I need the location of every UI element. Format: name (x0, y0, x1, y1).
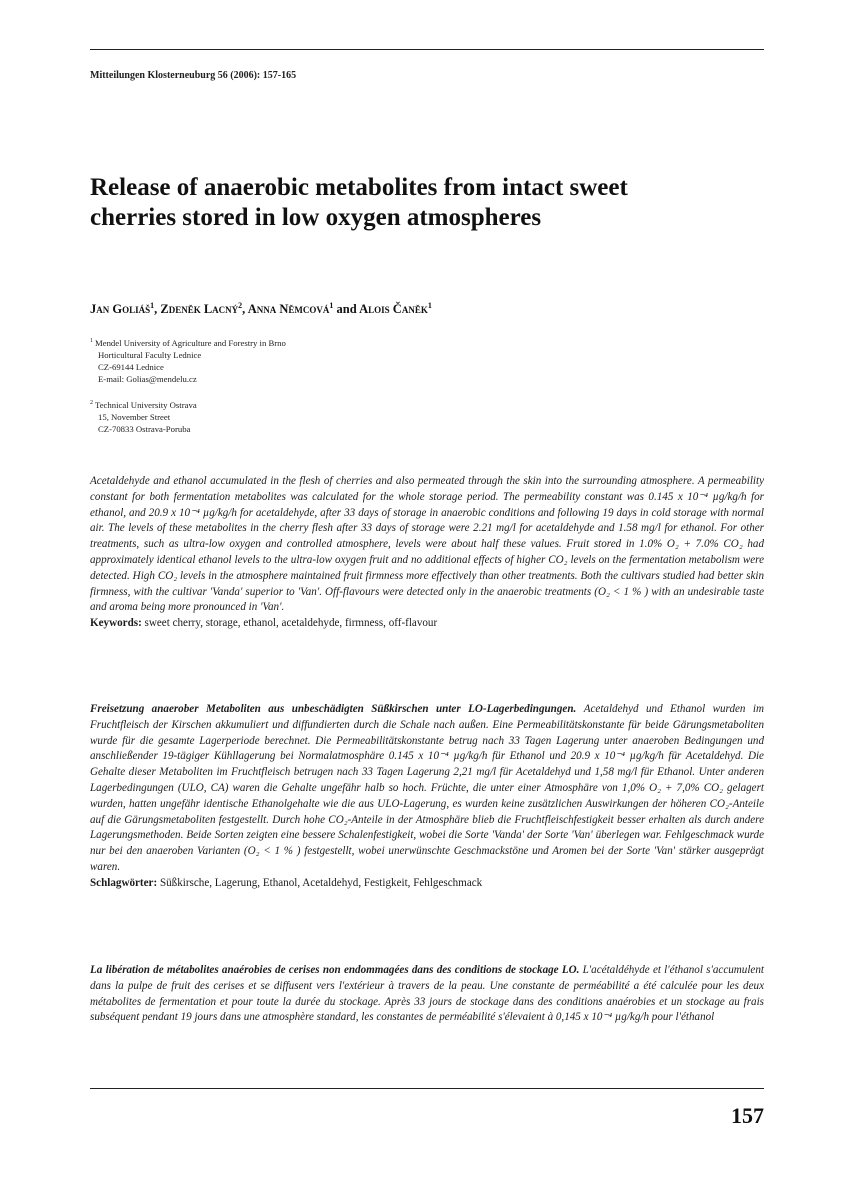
abstract-text: Acetaldehyde and ethanol accumulated in the flesh of cherries and also permeated through the skin into the surrounding atmosphere. A permeability constant for both fermentation metabolites was calculated for the whole storage period. The permeability constant was 0.145 x 10⁻⁴ µg/kg/h for ethanol, and 20.9 x 10⁻⁴ µg/kg/h for acetaldehyde, after 33 days of storage in anaerobic conditions and following 19 days in cold storage with normal air. The levels of these metabolites in the cherry flesh after 33 days of storage were 2.21 mg/l for acetaldehyde and 1.58 mg/l for ethanol. For other treatments, such as ultra-low oxygen and controlled atmosphere, levels were about half these values. Fruit stored in 1.0% O₂ + 7.0% CO₂ had approximately identical ethanol levels to the ultra-low oxygen fruit and no additional effects of higher CO₂ levels on the fermentation metabolism were detected. High CO₂ levels in the atmosphere maintained fruit firmness more effectively than other treatments. Both the cultivars studied had better skin firmness, with the cultivar 'Vanda' superior to 'Van'. Off-flavours were detected only in the anaerobic treatments (O₂ < 1 % ) with an undesirable taste and aroma being more pronounced in 'Van'. (90, 475, 764, 614)
title-line-1: Release of anaerobic metabolites from intact sweet (90, 174, 628, 201)
abstract-lead: Freisetzung anaerober Metaboliten aus unbeschädigten Süßkirschen unter LO-Lagerbedingungen. (90, 703, 577, 715)
paper-title (90, 173, 764, 233)
keywords-list: Süßkirsche, Lagerung, Ethanol, Acetaldehyd, Festigkeit, Fehlgeschmack (159, 876, 483, 889)
abstract-french (90, 963, 764, 1026)
author-name: Zdeněk Lacný (160, 302, 239, 317)
abstract-english (90, 474, 764, 632)
keywords-label: Keywords: (90, 617, 142, 630)
affiliation-marker: 2 (238, 301, 243, 310)
author-name: Anna Němcová (247, 302, 330, 317)
author-conjunction: and (336, 302, 357, 317)
affiliation-line: $^2$ Technical University Ostrava (90, 399, 197, 410)
author-name: Jan Goliáš (90, 302, 151, 317)
affiliation-line: $^1$ Mendel University of Agriculture and Forestry in Brno (90, 337, 286, 348)
abstract-german (90, 702, 764, 892)
abstract-text: L'acétaldéhyde et l'éthanol s'accumulent dans la pulpe de fruit des cerises et se diffusent vers l'extérieur à travers de la peau. Une constante de perméabilité a été calculée pour les deux métabolites de fermentation et pour toute la durée du stockage. Après 33 jours de stockage dans des conditions anaérobies et un stockage au frais subséquent pendant 19 jours dans une atmosphère standard, les constantes de perméabilité s'élevaient à 0,145 x 10⁻⁴ µg/kg/h pour l'éthanol (90, 964, 764, 1024)
abstract-lead: La libération de métabolites anaérobies de cerises non endommagées dans des conditions de stockage LO. (90, 964, 580, 976)
abstract-text: Acetaldehyd und Ethanol wurden im Fruchtfleisch der Kirschen akkumuliert und diffundierten durch die Schale nach außen. Eine Permeabilitätskonstante für beide Gärungsmetaboliten wurde für die gesamte Lagerperiode berechnet. Die Permeabilitätskonstante betrug nach 33 Tagen Lagerung unter anaeroben Bedingungen und anschließender 19-tägiger Kühllagerung bei Normalatmosphäre 0.145 x 10⁻⁴ µg/kg/h für Ethanol und 20.9 x 10⁻⁴ µg/kg/h für Acetaldehyd. Die Gehalte dieser Metaboliten im Fruchtfleisch betrugen nach 33 Tagen Lagerung 2,21 mg/l für Acetaldehyd und 1,58 mg/l für Ethanol. Unter anderen Lagerbedingungen (ULO, CA) waren die Gehalte ungefähr halb so hoch. Früchte, die unter einer Atmosphäre von 1,0% O₂ + 7,0% CO₂ gelagert wurden, hatten ungefähr identische Ethanolgehalte wie die aus ULO-Lagerung, es wurden keine zusätzlichen Auswirkungen der höheren CO₂-Anteile auf die Gärungsmetaboliten festgestellt. Durch hohe CO₂-Anteile in der Atmosphäre blieb die Fruchtfleischfestigkeit besser erhalten als durch andere Lagerungsmethoden. Beide Sorten zeigten eine bessere Schalenfestigkeit, wobei die Sorte 'Vanda' der Sorte 'Van' überlegen war. Fehlgeschmack wurde nur bei den anaeroben Varianten (O₂ < 1 % ) festgestellt, wobei unerwünschte Geschmackstöne und Aromen bei der Sorte 'Van' stärker ausgeprägt waren. (90, 703, 764, 873)
affiliation-email: E-mail: Golias@mendelu.cz (98, 373, 197, 384)
affiliation-marker: 1 (427, 301, 432, 310)
affiliation-line: CZ-69144 Lednice (98, 361, 164, 372)
affiliation-line: Horticultural Faculty Lednice (98, 349, 202, 360)
page-number: 157 (731, 1103, 764, 1128)
keywords (90, 616, 764, 632)
affiliation-number: 2 (90, 400, 93, 406)
affiliation-marker: 1 (150, 301, 155, 310)
keywords (90, 876, 764, 892)
affiliation-marker: 1 (329, 301, 334, 310)
author-list: Jan Goliáš$^1$, Zdeněk Lacný$^2$, Anna Němcová$^1$ and Alois Čaněk$^1$ (90, 301, 432, 317)
affiliation-line: CZ-70833 Ostrava-Poruba (98, 423, 191, 434)
affiliation-1 (90, 336, 286, 386)
affiliation-2 (90, 398, 197, 436)
keywords-list: sweet cherry, storage, ethanol, acetaldehyde, firmness, off-flavour (144, 617, 438, 630)
journal-citation: Mitteilungen Klosterneuburg 56 (2006): 157-165 (90, 70, 297, 81)
title-line-2: cherries stored in low oxygen atmospheres (90, 204, 542, 231)
top-rule (90, 49, 764, 50)
bottom-rule (90, 1088, 764, 1089)
affiliation-number: 1 (90, 338, 93, 344)
affiliation-line: 15, November Street (98, 411, 171, 422)
keywords-label: Schlagwörter: (90, 876, 158, 889)
author-name: Alois Čaněk (359, 302, 428, 317)
